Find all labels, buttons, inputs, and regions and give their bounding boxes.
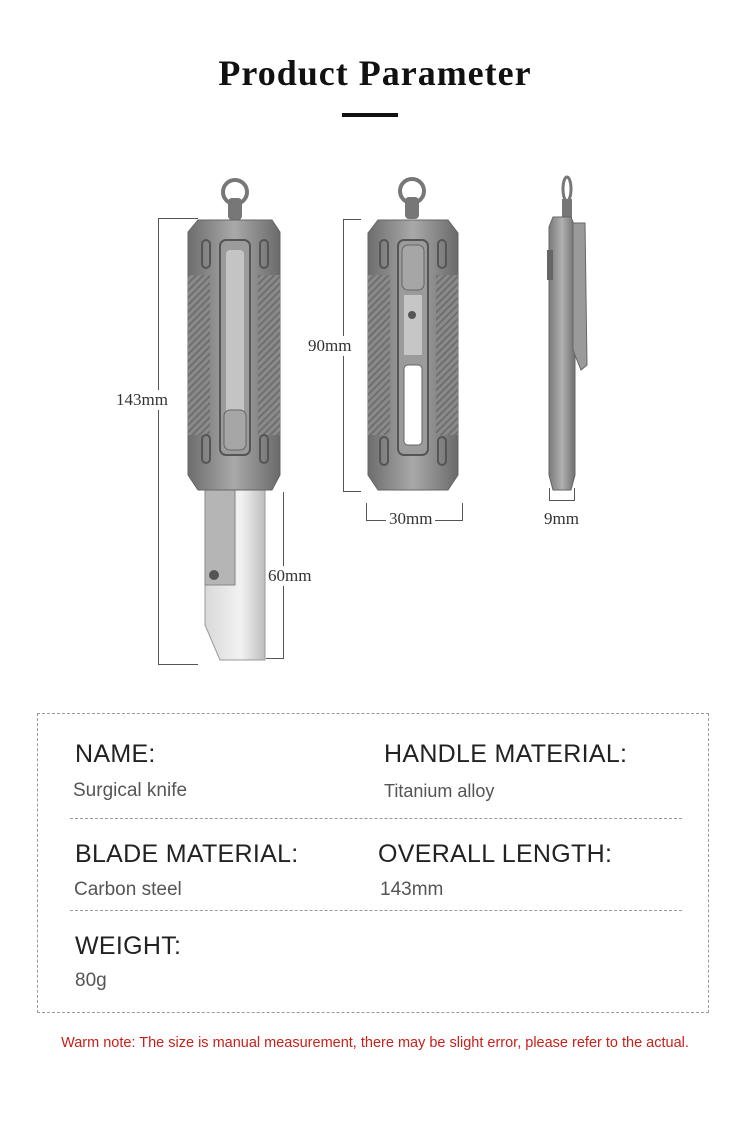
- spec-weight-label: WEIGHT:: [75, 932, 182, 960]
- spec-overall-length-label: OVERALL LENGTH:: [378, 840, 613, 868]
- knife-side-image: [545, 175, 590, 500]
- knife-front-extended-image: [180, 170, 290, 670]
- spec-handle-material-label: HANDLE MATERIAL:: [384, 740, 628, 768]
- dim-tick-total-bottom: [158, 664, 198, 665]
- warm-note: Warm note: The size is manual measurement, there may be slight error, please refer to the actual.: [61, 1035, 689, 1051]
- title-underline: [342, 113, 398, 117]
- spec-blade-material-value: Carbon steel: [74, 879, 182, 900]
- dim-tick-blade-bottom: [266, 658, 284, 659]
- spec-row-divider: [70, 910, 682, 911]
- dim-tick-width-right: [462, 503, 463, 521]
- dim-label-handle: 90mm: [308, 336, 352, 355]
- knife-front-retracted-image: [360, 175, 470, 500]
- spec-weight-value: 80g: [75, 970, 107, 991]
- dim-tick-handle-bottom: [343, 491, 361, 492]
- dim-tick-handle-top: [343, 219, 361, 220]
- dim-label-total: 143mm: [116, 390, 168, 409]
- spec-row-divider: [70, 818, 682, 819]
- dim-tick-total-top: [158, 218, 198, 219]
- dim-tick-width-left: [366, 503, 367, 521]
- dim-label-blade: 60mm: [268, 566, 312, 585]
- dim-tick-thickness-right: [574, 488, 575, 501]
- dim-label-width: 30mm: [386, 509, 435, 529]
- dim-tick-thickness-left: [549, 488, 550, 501]
- spec-name-value: Surgical knife: [73, 780, 188, 801]
- dim-line-total: [158, 218, 159, 664]
- spec-blade-material-label: BLADE MATERIAL:: [75, 840, 299, 868]
- spec-name-label: NAME:: [75, 740, 156, 768]
- page-title: Product Parameter: [218, 53, 532, 93]
- dim-line-thickness: [549, 500, 575, 501]
- dim-label-thickness: 9mm: [544, 509, 579, 528]
- spec-overall-length-value: 143mm: [380, 879, 444, 900]
- spec-handle-material-value: Titanium alloy: [384, 781, 495, 801]
